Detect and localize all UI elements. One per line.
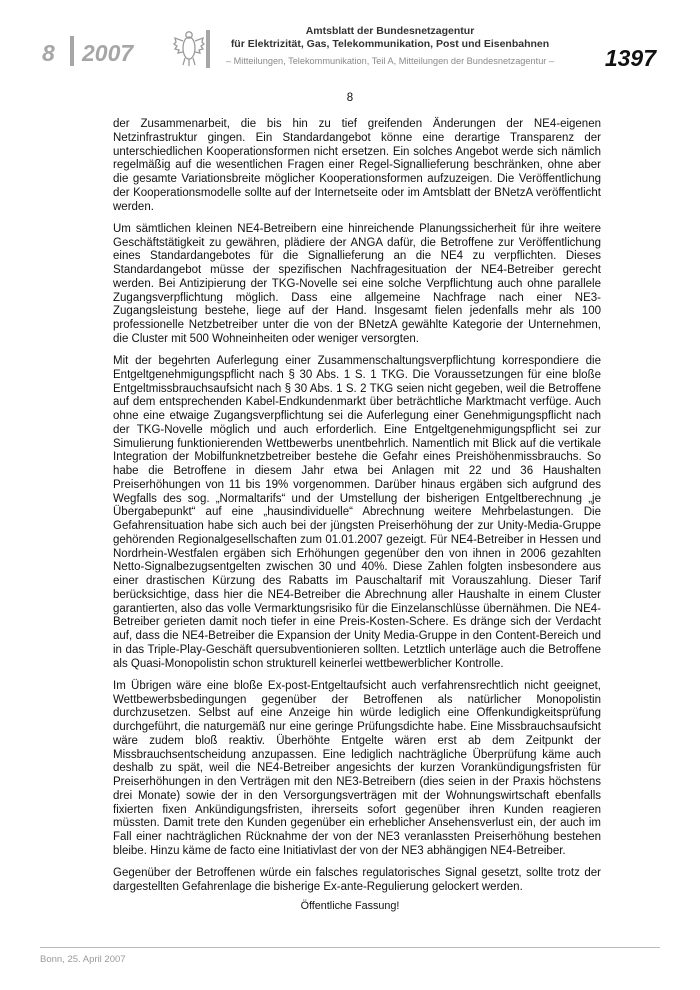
page-number: 1397 [604, 45, 656, 71]
inner-page-number: 8 [346, 92, 354, 104]
paragraph: Um sämtlichen kleinen NE4-Betreibern eine hinreichende Planungssicherheit für ihre weitere Geschäftstätigkeit zu gewähren, plädiere der ANGA dafür, die Betroffene zur Veröffentlichung eines Standardangebotes für die Signallieferung an die NE4 zu verpflichten. Dieses Standardangebot müsse der spezifischen Nachfragesituation der NE4-Betreiber gerecht werden. Bei Antizipierung der TKG-Novelle sei eine solche Verpflichtung auch ohne parallele Zugangsverpflichtung möglich. Dass eine allgemeine Nachfrage nach einer NE3-Zugangsleistung bestehe, liege auf der Hand. Insgesamt fielen jedenfalls mehr als 100 professionelle Netzbetreiber unter die von der BNetzA gewählte Kategorie der Unternehmen, die Cluster mit 500 Wohneinheiten oder weniger versorgten. [113, 222, 601, 345]
issue-year: 2007 [82, 40, 134, 66]
issue-divider [70, 36, 74, 66]
header-divider [206, 30, 210, 68]
paragraph: Gegenüber der Betroffenen würde ein falsches regulatorisches Signal gesetzt, sollte trotz der dargestellten Gefahrenlage die bisherige Ex-ante-Regulierung gelockert werden. [113, 867, 601, 893]
journal-subtitle: – Mitteilungen, Telekommunikation, Teil A, Mitteilungen der Bundesnetzagentur – [225, 56, 555, 66]
issue-number: 8 [42, 40, 55, 66]
paragraph: der Zusammenarbeit, die bis hin zu tief greifenden Änderungen der NE4-eigenen Netzinfrastruktur gingen. Ein Standardangebot könne eine derartige Transparenz der unterschiedlichen Kooperationsformen nicht ersetzen. Ein solches Angebot werde sich nämlich regelmäßig auf die wesentlichen Fragen einer Regel-Signallieferung beschränken, ohne aber die gesamte Variationsbreite möglicher Kooperationsformen aufzuzeigen. Die Veröffentlichung der Kooperationsmodelle sollte auf der Internetseite oder im Amtsblatt der BNetzA veröffentlicht werden. [113, 118, 601, 213]
journal-title-line2: für Elektrizität, Gas, Telekommunikation, Post und Eisenbahnen [230, 38, 550, 50]
paragraph: Mit der begehrten Auferlegung einer Zusammenschaltungsverpflichtung korrespondiere die Entgeltgenehmigungspflicht nach § 30 Abs. 1 S. 1 TKG. Die Voraussetzungen für eine bloße Entgeltmissbrauchsaufsicht nach § 30 Abs. 1 S. 2 TKG seien nicht gegeben, weil die Betroffene auf dem entsprechenden Kabel-Endkundenmarkt über beträchtliche Marktmacht verfüge. Auch ohne eine etwaige Zugangsverpflichtung sei die Auferlegung einer Genehmigungspflicht nach der TKG-Novelle möglich und auch erforderlich. Eine Entgeltgenehmigungspflicht sei zur Simulierung funktionierenden Wettbewerbs unentbehrlich. Namentlich mit Blick auf die vertikale Integration der Mobilfunknetzbetreiber bestehe die Gefahr eines Preishöhenmissbrauchs. So habe die Betroffene in diesem Jahr etwa bei Anlagen mit 22 und 36 Haushalten Preiserhöhungen von 11 bis 19% vorgenommen. Darüber hinaus ergäben sich aufgrund des Wegfalls des sog. „Normaltarifs“ und der Umstellung der bisherigen Entgeltberechnung „je Übergabepunkt“ auf eine „hausindividuelle“ Abrechnung weitere Mehrbelastungen. Die Gefahrensituation habe sich auch bei der jüngsten Preiserhöhung der zur Unity-Media-Gruppe gehörenden Regionalgesellschaften zum 01.01.2007 gezeigt. Für NE4-Betreiber in Hessen und Nordrhein-Westfalen ergäben sich Erhöhungen gegenüber den von ihnen in 2006 gezahlten Netto-Signalbezugsentgelten zwischen 30 und 40%. Diese Zahlen folgten insbesondere aus einer drastischen Kürzung des Rabatts im Pauschaltarif mit Vorauszahlung. Dieser Tarif berücksichtige, dass hier die NE4-Betreiber die Abrechnung aller Haushalte in einem Cluster garantierten, also das volle Vermarktungsrisiko für die Einzelanschlüsse übernähmen. Die NE4-Betreiber gerieten damit noch tiefer in eine Preis-Kosten-Schere. Es dränge sich der Verdacht auf, dass die NE4-Betreiber die Expansion der Unity Media-Gruppe in den Content-Bereich und in das Triple-Play-Geschäft quersubventionieren sollten. Letztlich unterläge auch die Betroffene als Quasi-Monopolistin schon strukturell keinerlei wettbewerblicher Kontrolle. [113, 355, 601, 670]
document-body [113, 118, 601, 903]
footer-date: Bonn, 25. April 2007 [40, 954, 126, 965]
footer-divider [40, 947, 660, 948]
federal-eagle-icon [172, 28, 206, 68]
public-version-note: Öffentliche Fassung! [300, 900, 400, 912]
paragraph: Im Übrigen wäre eine bloße Ex-post-Entgeltaufsicht auch verfahrensrechtlich nicht geeignet, Wettbewerbsbedingungen gegenüber der Betroffenen als natürlicher Monopolistin durchzusetzen. Selbst auf eine Anzeige hin würde lediglich eine Offenkundigkeitsprüfung durchgeführt, die naturgemäß nur eine geringe Prüfungsdichte habe. Eine Missbrauchsaufsicht wäre zudem bloß reaktiv. Überhöhte Entgelte wären erst ab dem Zeitpunkt der Missbrauchsentscheidung anzupassen. Eine lediglich nachträgliche Überprüfung käme auch deshalb zu spät, weil die NE4-Betreiber angesichts der kurzen Vorankündigungsfristen für Preiserhöhungen in den Verträgen mit den NE3-Betreibern (dies seien in der Praxis höchstens drei Monate) sowie der in den Versorgungsverträgen mit der Wohnungswirtschaft ebenfalls fixierten fixen Ankündigungsfristen, ihrerseits sofort gegenüber ihren Kunden reagieren müssten. Damit trete den Kunden gegenüber ein erheblicher Ansehensverlust ein, der auch im Fall einer nachträglichen Rücknahme der von der NE3 veranlassten Preiserhöhung bestehen bleibe. Hinzu käme de facto eine Initiativlast der von der NE3 abhängigen NE4-Betreiber. [113, 679, 601, 857]
journal-title-line1: Amtsblatt der Bundesnetzagentur [305, 25, 475, 37]
